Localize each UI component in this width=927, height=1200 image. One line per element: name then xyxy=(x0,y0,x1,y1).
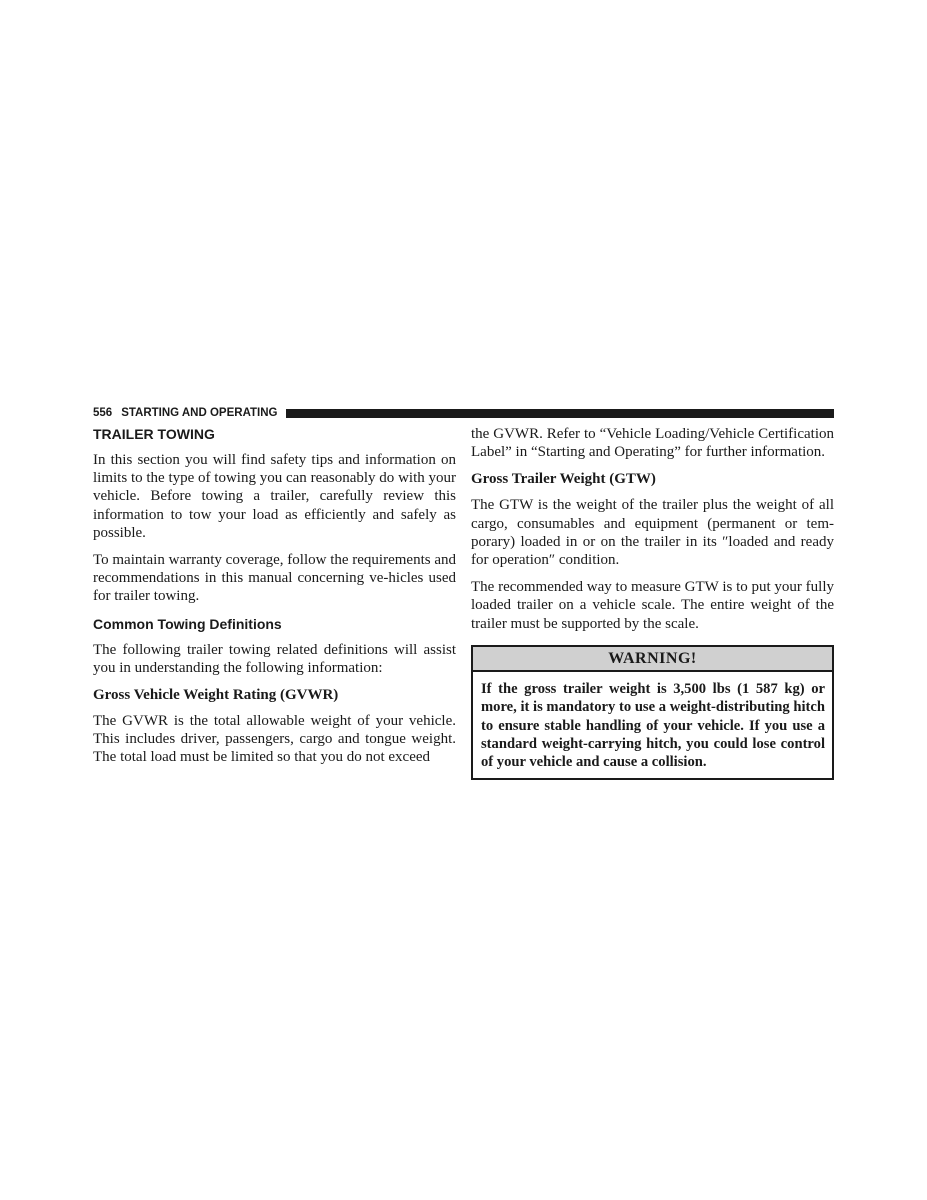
gtw-heading: Gross Trailer Weight (GTW) xyxy=(471,471,656,488)
trailer-towing-heading: TRAILER TOWING xyxy=(93,426,215,442)
gvwr-continued-paragraph: the GVWR. Refer to “Vehicle Loading/Vehicle Certification Label” in “Starting and Operating” for further information. xyxy=(471,426,834,461)
warning-title: WARNING! xyxy=(473,647,832,672)
gvwr-paragraph: The GVWR is the total allowable weight of your vehicle. This includes driver, passengers, cargo and tongue weight. The total load must be limited so that you do not exceed xyxy=(93,713,456,766)
gtw-measure-paragraph: The recommended way to measure GTW is to put your fully loaded trailer on a vehicle scale. The entire weight of the trailer must be supported by the scale. xyxy=(471,579,834,632)
warning-box xyxy=(471,645,834,780)
intro-paragraph: In this section you will find safety tips and information on limits to the type of towing you can reasonably do with your vehicle. Before towing a trailer, carefully review this information to tow your load as efficiently and safely as possible. xyxy=(93,452,456,541)
left-column xyxy=(93,425,456,776)
right-column xyxy=(471,425,834,780)
warranty-paragraph: To maintain warranty coverage, follow the requirements and recommendations in this manual concerning ve-hicles used for trailer towing. xyxy=(93,552,456,605)
section-title: STARTING AND OPERATING xyxy=(121,407,278,419)
definitions-heading: Common Towing Definitions xyxy=(93,615,282,632)
page-number: 556 xyxy=(93,407,113,419)
page-header xyxy=(93,405,834,421)
gvwr-heading: Gross Vehicle Weight Rating (GVWR) xyxy=(93,687,339,704)
gtw-paragraph: The GTW is the weight of the trailer plus the weight of all cargo, consumables and equipment (permanent or tem-porary) loaded in or on the trailer in its ″loaded and ready for operation″ condition. xyxy=(471,497,834,569)
warning-body: If the gross trailer weight is 3,500 lbs (1 587 kg) or more, it is mandatory to use a weight-distributing hitch to ensure stable handling of your vehicle. If you use a standard weight-carrying hitch, you could lose control of your vehicle and cause a collision. xyxy=(481,681,825,771)
header-rule xyxy=(286,409,835,418)
definitions-intro-paragraph: The following trailer towing related definitions will assist you in understanding the following information: xyxy=(93,641,456,676)
